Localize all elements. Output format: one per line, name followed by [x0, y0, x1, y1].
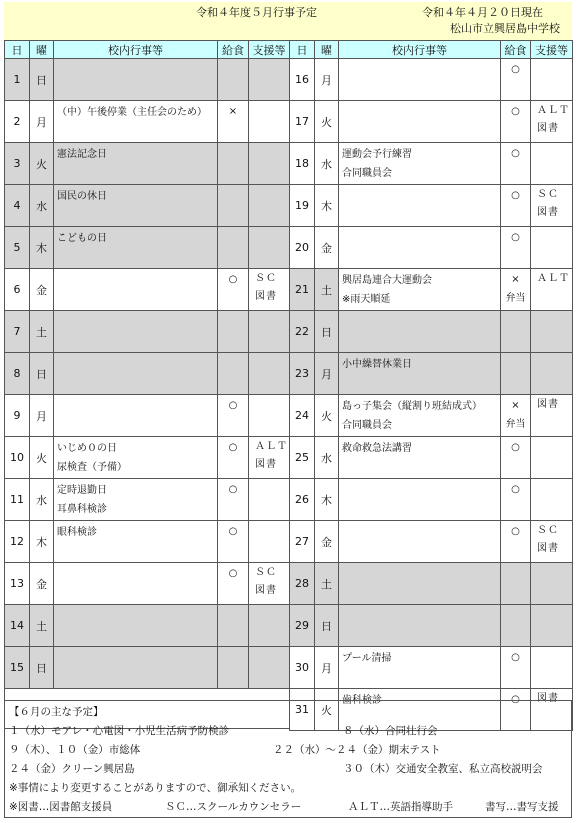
col-header-lunch: 給食: [218, 41, 249, 59]
support-cell: [249, 311, 290, 353]
day-row: [5, 59, 290, 101]
day-number: 13: [5, 563, 30, 605]
events-cell: [339, 395, 501, 437]
col-header-lunch: 給食: [501, 41, 531, 59]
support-cell: [531, 605, 573, 647]
lunch-mark: ○: [228, 274, 238, 285]
events-cell: [54, 227, 218, 269]
lunch-mark: ○: [511, 652, 520, 663]
support-cell: [531, 227, 573, 269]
weekday: 火: [30, 437, 54, 479]
support-cell: [531, 479, 573, 521]
weekday: 日: [30, 353, 54, 395]
day-number: 1: [5, 59, 30, 101]
lunch-cell: [501, 605, 531, 647]
day-row: [5, 395, 290, 437]
day-row: [5, 143, 290, 185]
events-cell: [54, 437, 218, 479]
weekday: 火: [315, 395, 339, 437]
day-row: [290, 59, 573, 101]
legend-item: ※図書…図書館支援員: [9, 801, 113, 813]
event-text: プール清掃: [342, 653, 392, 664]
lunch-cell: [218, 143, 249, 185]
support-cell: [249, 59, 290, 101]
lunch-mark: ○: [511, 64, 520, 75]
day-number: 20: [290, 227, 315, 269]
day-number: 18: [290, 143, 315, 185]
note-item: ９（木）、１０（金）市総体: [9, 744, 141, 756]
weekday: 月: [315, 59, 339, 101]
weekday: 火: [315, 689, 339, 731]
day-number: 16: [290, 59, 315, 101]
weekday: 月: [315, 647, 339, 689]
day-row: [290, 227, 573, 269]
day-row: [5, 479, 290, 521]
support-text: ＡＬＴ: [537, 273, 570, 284]
support-cell: [249, 395, 290, 437]
lunch-cell: [501, 227, 531, 269]
weekday: 水: [315, 143, 339, 185]
event-text: 救命救急法講習: [342, 443, 412, 454]
events-cell: [54, 605, 218, 647]
lunch-mark: ○: [511, 484, 520, 495]
as-of-date: 令和４年４月２０日現在: [422, 6, 543, 19]
weekday: 金: [315, 227, 339, 269]
support-cell: [531, 521, 573, 563]
lunch-cell: [501, 521, 531, 563]
day-number: 3: [5, 143, 30, 185]
lunch-cell: [218, 479, 249, 521]
support-text: 図書: [255, 291, 277, 302]
day-number: 25: [290, 437, 315, 479]
event-text: 国民の休日: [57, 191, 107, 202]
lunch-mark: ○: [228, 484, 238, 495]
lunch-mark: ○: [511, 694, 520, 705]
weekday: 水: [30, 479, 54, 521]
day-number: 26: [290, 479, 315, 521]
support-text: ＡＬＴ: [537, 105, 570, 116]
day-row: [5, 647, 290, 689]
events-cell: [339, 59, 501, 101]
lunch-cell: [218, 227, 249, 269]
support-cell: [531, 353, 573, 395]
weekday: 水: [315, 437, 339, 479]
support-text: 図書: [537, 399, 559, 410]
support-text: ＳＣ: [255, 273, 277, 284]
col-header-events: 校内行事等: [339, 41, 501, 59]
events-cell: [339, 311, 501, 353]
event-text: 合同職員会: [342, 168, 392, 179]
lunch-mark: ○: [511, 526, 520, 537]
lunch-cell: [218, 605, 249, 647]
day-number: 24: [290, 395, 315, 437]
day-row: [290, 143, 573, 185]
weekday: 日: [315, 311, 339, 353]
event-text: こどもの日: [57, 233, 107, 244]
events-cell: [54, 311, 218, 353]
day-row: [5, 437, 290, 479]
day-number: 2: [5, 101, 30, 143]
events-cell: [54, 521, 218, 563]
col-header-day: 日: [5, 41, 30, 59]
lunch-mark: ×: [228, 106, 238, 117]
note-item: ２４（金）クリーン興居島: [9, 763, 135, 775]
lunch-cell: [501, 185, 531, 227]
events-cell: [339, 101, 501, 143]
col-header-day: 日: [290, 41, 315, 59]
support-cell: [531, 563, 573, 605]
support-cell: [249, 605, 290, 647]
day-row: [290, 311, 573, 353]
support-cell: [249, 185, 290, 227]
events-cell: [339, 521, 501, 563]
day-row: [5, 353, 290, 395]
support-cell: [249, 437, 290, 479]
lunch-cell: [501, 479, 531, 521]
lunch-cell: [218, 437, 249, 479]
event-text: （中）午後停業（主任会のため）: [57, 107, 207, 118]
support-cell: [249, 647, 290, 689]
events-cell: [54, 143, 218, 185]
day-number: 28: [290, 563, 315, 605]
events-cell: [339, 227, 501, 269]
event-text: 尿検査（予備）: [57, 462, 127, 473]
events-cell: [54, 395, 218, 437]
lunch-mark: 弁当: [505, 419, 526, 430]
note-item: ２２（水）～２４（金）期末テスト: [273, 744, 441, 756]
events-cell: [54, 101, 218, 143]
events-cell: [339, 269, 501, 311]
col-header-events: 校内行事等: [54, 41, 218, 59]
lunch-mark: ○: [228, 442, 238, 453]
day-row: [5, 605, 290, 647]
day-row: [5, 521, 290, 563]
weekday: 月: [30, 395, 54, 437]
lunch-cell: [218, 185, 249, 227]
lunch-mark: ○: [511, 442, 520, 453]
support-text: 図書: [255, 585, 277, 596]
day-row: [5, 311, 290, 353]
events-cell: [54, 59, 218, 101]
lunch-mark: ○: [228, 568, 238, 579]
calendar-left: [4, 40, 290, 729]
support-cell: [249, 521, 290, 563]
col-header-support: 支援等: [249, 41, 290, 59]
day-row: [5, 101, 290, 143]
support-cell: [531, 647, 573, 689]
lunch-cell: [218, 353, 249, 395]
calendar-right: [289, 40, 573, 731]
day-row: [290, 437, 573, 479]
day-number: 7: [5, 311, 30, 353]
support-cell: [249, 269, 290, 311]
day-row: [5, 269, 290, 311]
support-cell: [531, 101, 573, 143]
support-cell: [531, 143, 573, 185]
weekday: 水: [30, 185, 54, 227]
lunch-cell: [218, 311, 249, 353]
lunch-cell: [218, 101, 249, 143]
col-header-support: 支援等: [531, 41, 573, 59]
weekday: 土: [315, 269, 339, 311]
lunch-cell: [501, 59, 531, 101]
lunch-mark: 弁当: [505, 293, 526, 304]
lunch-mark: ○: [511, 148, 520, 159]
support-cell: [249, 479, 290, 521]
day-number: 27: [290, 521, 315, 563]
page-title: 令和４年度５月行事予定: [196, 6, 317, 19]
lunch-cell: [501, 437, 531, 479]
lunch-mark: ○: [228, 400, 238, 411]
col-header-weekday: 曜: [30, 41, 54, 59]
event-text: 憲法記念日: [57, 149, 107, 160]
day-number: 12: [5, 521, 30, 563]
lunch-cell: [218, 269, 249, 311]
events-cell: [339, 479, 501, 521]
day-number: 23: [290, 353, 315, 395]
support-text: ＳＣ: [255, 567, 277, 578]
weekday: 木: [30, 227, 54, 269]
day-row: [290, 353, 573, 395]
day-number: 15: [5, 647, 30, 689]
day-number: 9: [5, 395, 30, 437]
day-row: [290, 647, 573, 689]
lunch-mark: ○: [511, 106, 520, 117]
lunch-cell: [218, 521, 249, 563]
day-number: 11: [5, 479, 30, 521]
day-number: 17: [290, 101, 315, 143]
support-cell: [249, 563, 290, 605]
weekday: 日: [30, 647, 54, 689]
weekday: 月: [30, 101, 54, 143]
lunch-cell: [501, 143, 531, 185]
event-text: 耳鼻科検診: [57, 504, 107, 515]
day-row: [290, 563, 573, 605]
weekday: 日: [315, 605, 339, 647]
event-text: 運動会予行練習: [342, 149, 412, 160]
lunch-cell: [501, 311, 531, 353]
events-cell: [339, 353, 501, 395]
event-text: 合同職員会: [342, 420, 392, 431]
school-name: 松山市立興居島中学校: [450, 22, 560, 35]
events-cell: [54, 269, 218, 311]
lunch-cell: [218, 395, 249, 437]
weekday: 土: [30, 311, 54, 353]
legend-item: 書写…書写支援: [485, 801, 559, 813]
day-number: 22: [290, 311, 315, 353]
support-text: 図書: [255, 459, 277, 470]
weekday: 金: [30, 563, 54, 605]
support-text: ＳＣ: [537, 525, 559, 536]
lunch-cell: [218, 59, 249, 101]
day-number: 19: [290, 185, 315, 227]
support-cell: [531, 395, 573, 437]
lunch-cell: [501, 647, 531, 689]
lunch-cell: [501, 101, 531, 143]
event-text: ※雨天順延: [342, 294, 391, 305]
support-cell: [249, 227, 290, 269]
day-number: 4: [5, 185, 30, 227]
events-cell: [339, 647, 501, 689]
events-cell: [54, 647, 218, 689]
day-row: [290, 269, 573, 311]
weekday: 金: [30, 269, 54, 311]
support-text: 図書: [537, 693, 559, 704]
notes-heading: 【６月の主な予定】: [9, 706, 104, 718]
support-text: 図書: [537, 543, 559, 554]
events-cell: [54, 185, 218, 227]
support-cell: [531, 269, 573, 311]
note-item: ８（水）合同壮行会: [343, 725, 438, 737]
day-number: 8: [5, 353, 30, 395]
legend-item: ＳＣ…スクールカウンセラー: [165, 801, 302, 813]
day-number: 10: [5, 437, 30, 479]
event-text: 島っ子集会（縦割り班結成式）: [342, 401, 482, 412]
day-row: [290, 521, 573, 563]
day-row: [5, 185, 290, 227]
lunch-cell: [501, 353, 531, 395]
support-cell: [249, 101, 290, 143]
lunch-cell: [501, 395, 531, 437]
event-text: 小中繰替休業日: [342, 359, 412, 370]
event-text: 歯科検診: [342, 695, 382, 706]
support-cell: [249, 353, 290, 395]
notes-disclaimer: ※事情により変更することがありますので、御承知ください。: [9, 782, 302, 794]
day-row: [290, 605, 573, 647]
weekday: 月: [315, 353, 339, 395]
day-number: 6: [5, 269, 30, 311]
event-text: 興居島連合大運動会: [342, 275, 432, 286]
weekday: 日: [30, 59, 54, 101]
weekday: 木: [315, 479, 339, 521]
events-cell: [339, 605, 501, 647]
notes-box: [4, 700, 572, 818]
day-row: [290, 395, 573, 437]
legend-item: ＡＬＴ…英語指導助手: [348, 801, 453, 813]
lunch-mark: ○: [511, 190, 520, 201]
weekday: 火: [315, 101, 339, 143]
events-cell: [339, 185, 501, 227]
support-cell: [531, 437, 573, 479]
day-number: 14: [5, 605, 30, 647]
events-cell: [339, 143, 501, 185]
note-item: ３０（木）交通安全教室、私立高校説明会: [343, 763, 543, 775]
weekday: 木: [315, 185, 339, 227]
lunch-mark: ×: [511, 400, 520, 411]
lunch-cell: [501, 563, 531, 605]
day-number: 21: [290, 269, 315, 311]
weekday: 木: [30, 521, 54, 563]
lunch-mark: ○: [511, 232, 520, 243]
support-cell: [531, 59, 573, 101]
support-text: ＡＬＴ: [255, 441, 288, 452]
weekday: 土: [315, 563, 339, 605]
lunch-cell: [501, 269, 531, 311]
event-text: いじめ０の日: [57, 443, 117, 454]
day-number: 30: [290, 647, 315, 689]
day-number: 31: [290, 689, 315, 731]
events-cell: [54, 563, 218, 605]
lunch-cell: [218, 563, 249, 605]
support-text: ＳＣ: [537, 189, 559, 200]
col-header-weekday: 曜: [315, 41, 339, 59]
weekday: 土: [30, 605, 54, 647]
day-number: 5: [5, 227, 30, 269]
day-number: 29: [290, 605, 315, 647]
day-row: [290, 479, 573, 521]
support-cell: [249, 143, 290, 185]
day-row: [290, 101, 573, 143]
events-cell: [339, 563, 501, 605]
day-row: [5, 227, 290, 269]
note-item: １（水）モアレ・心電図・小児生活病予防検診: [9, 725, 230, 737]
weekday: 金: [315, 521, 339, 563]
day-row: [5, 563, 290, 605]
events-cell: [339, 437, 501, 479]
events-cell: [54, 353, 218, 395]
support-text: 図書: [537, 207, 559, 218]
event-text: 眼科検診: [57, 527, 97, 538]
weekday: 火: [30, 143, 54, 185]
support-cell: [531, 311, 573, 353]
lunch-mark: ×: [511, 274, 520, 285]
lunch-cell: [218, 647, 249, 689]
events-cell: [54, 479, 218, 521]
support-text: 図書: [537, 123, 559, 134]
support-cell: [531, 185, 573, 227]
event-text: 定時退勤日: [57, 485, 107, 496]
lunch-mark: ○: [228, 526, 238, 537]
day-row: [290, 185, 573, 227]
